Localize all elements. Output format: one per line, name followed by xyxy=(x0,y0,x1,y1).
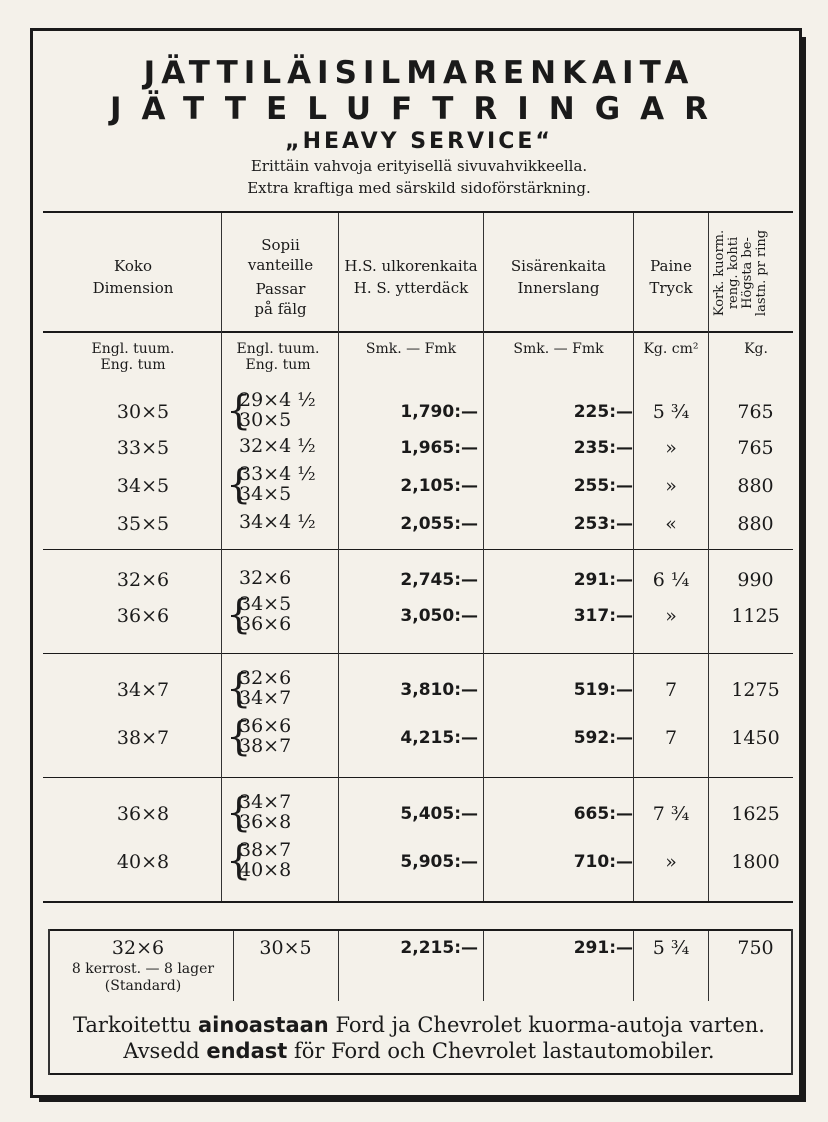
fitment-size: 29×4 ½ xyxy=(239,389,316,411)
row-pressure: 5 ¾ xyxy=(652,401,690,423)
row-dimension: 34×7 xyxy=(116,679,170,701)
row-dimension: 40×8 xyxy=(116,851,170,873)
brace-glyph: { xyxy=(226,838,252,884)
footer-sv-pre: Avsedd xyxy=(123,1039,200,1063)
special-pressure: 5 ¾ xyxy=(652,937,690,959)
row-inner-price: 592:— xyxy=(573,728,633,748)
col-divider-4 xyxy=(633,213,634,901)
special-box-top xyxy=(48,929,793,931)
row-pressure: 7 ¾ xyxy=(652,803,690,825)
col-divider-5 xyxy=(708,213,709,901)
header-fits-fi-1: Sopii xyxy=(261,236,300,254)
special-inner: 291:— xyxy=(573,938,633,958)
row-dimension: 36×6 xyxy=(116,605,170,627)
table-bottom-rule xyxy=(43,901,793,903)
row-hs-price: 5,905:— xyxy=(400,852,478,872)
row-pressure: » xyxy=(665,475,677,497)
unit-dimension xyxy=(53,341,213,373)
fitment-size: 38×7 xyxy=(239,839,292,861)
header-inner xyxy=(484,255,633,299)
row-inner-price: 519:— xyxy=(573,680,633,700)
row-hs-price: 1,790:— xyxy=(400,402,478,422)
unit-hs-price: Smk. — Fmk xyxy=(365,341,457,357)
fitment-size: 34×4 ½ xyxy=(239,511,316,533)
header-pressure-sv: Tryck xyxy=(649,279,693,297)
header-fits-sv-2: på fälg xyxy=(254,300,307,318)
row-hs-price: 4,215:— xyxy=(400,728,478,748)
title-finnish: JÄTTILÄISILMARENKAITA xyxy=(143,55,695,91)
header-koko-sv: Dimension xyxy=(92,279,174,297)
unit-inner-price: Smk. — Fmk xyxy=(513,341,604,357)
footer-swedish xyxy=(33,1039,805,1063)
footer-sv-post: för Ford och Chevrolet lastautomobiler. xyxy=(293,1039,715,1063)
special-dim: 32×6 xyxy=(111,937,165,959)
table-top-rule xyxy=(43,211,793,213)
header-inner-fi: Sisärenkaita xyxy=(510,257,607,275)
row-pressure: » xyxy=(665,437,677,459)
header-load xyxy=(713,217,769,329)
fitment-size: 30×5 xyxy=(239,409,292,431)
header-koko-fi: Koko xyxy=(114,257,152,275)
unit-fits xyxy=(223,341,333,373)
special-load: 750 xyxy=(737,937,774,959)
row-load: 1625 xyxy=(731,803,780,825)
row-pressure: « xyxy=(665,513,677,535)
group-rule-2 xyxy=(43,653,793,654)
row-inner-price: 253:— xyxy=(573,514,633,534)
row-dimension: 30×5 xyxy=(116,401,170,423)
special-standard: (Standard) xyxy=(104,978,182,994)
brace-glyph: { xyxy=(226,592,252,638)
special-col-divider-1 xyxy=(233,931,234,1001)
unit-load: Kg. xyxy=(744,341,768,357)
brace-glyph: { xyxy=(226,666,252,712)
fitment-size: 36×6 xyxy=(239,613,292,635)
group-rule-3 xyxy=(43,777,793,778)
special-layers: 8 kerrost. — 8 lager xyxy=(71,961,215,977)
row-load: 765 xyxy=(737,401,774,423)
title-heavy-service: „HEAVY SERVICE“ xyxy=(285,129,553,154)
unit-dim-2: Eng. tum xyxy=(100,357,166,373)
header-inner-sv: Innerslang xyxy=(517,279,600,297)
unit-pressure: Kg. cm² xyxy=(643,341,699,357)
row-inner-price: 291:— xyxy=(573,570,633,590)
fitment-size: 32×6 xyxy=(239,667,292,689)
special-box-bottom xyxy=(48,1073,793,1075)
footer-finnish xyxy=(33,1013,805,1037)
header-pressure-fi: Paine xyxy=(650,257,692,275)
header-fits xyxy=(223,235,338,319)
row-dimension: 32×6 xyxy=(116,569,170,591)
col-divider-1 xyxy=(221,213,222,901)
title-swedish: JÄTTELUFTRINGAR xyxy=(109,91,729,127)
row-hs-price: 2,055:— xyxy=(400,514,478,534)
footer-fi-bold: ainoastaan xyxy=(198,1013,329,1037)
row-load: 765 xyxy=(737,437,774,459)
row-load: 1275 xyxy=(731,679,780,701)
unit-dim-1: Engl. tuum. xyxy=(91,341,175,357)
header-fits-sv-1: Passar xyxy=(255,280,306,298)
brace-glyph: { xyxy=(226,462,252,508)
row-inner-price: 225:— xyxy=(573,402,633,422)
fitment-size: 33×4 ½ xyxy=(239,463,316,485)
row-inner-price: 317:— xyxy=(573,606,633,626)
fitment-size: 32×4 ½ xyxy=(239,435,316,457)
special-col-divider-4 xyxy=(633,931,634,1001)
subtitle-swedish: Extra kraftiga med särskild sidoförstärkning. xyxy=(247,179,591,197)
brace-glyph: { xyxy=(226,790,252,836)
row-load: 1800 xyxy=(731,851,780,873)
row-inner-price: 235:— xyxy=(573,438,633,458)
col-divider-3 xyxy=(483,213,484,901)
row-hs-price: 5,405:— xyxy=(400,804,478,824)
header-load-3: Högsta be- xyxy=(740,237,755,309)
header-load-4: lastn. pr ring xyxy=(754,229,769,317)
fitment-size: 34×7 xyxy=(239,687,292,709)
row-load: 1450 xyxy=(731,727,780,749)
page-frame xyxy=(30,28,802,1098)
header-koko xyxy=(53,255,213,299)
row-dimension: 35×5 xyxy=(116,513,170,535)
col-divider-2 xyxy=(338,213,339,901)
row-load: 990 xyxy=(737,569,774,591)
fitment-size: 34×5 xyxy=(239,483,292,505)
special-note xyxy=(53,961,233,995)
unit-fit-1: Engl. tuum. xyxy=(236,341,320,357)
fitment-size: 36×6 xyxy=(239,715,292,737)
row-pressure: 7 xyxy=(664,727,678,749)
header-load-1: Kork. kuorm. xyxy=(712,229,727,317)
special-hs: 2,215:— xyxy=(400,938,478,958)
row-dimension: 33×5 xyxy=(116,437,170,459)
row-hs-price: 2,745:— xyxy=(400,570,478,590)
header-fits-fi-2: vanteille xyxy=(247,256,314,274)
fitment-size: 40×8 xyxy=(239,859,292,881)
row-load: 880 xyxy=(737,513,774,535)
row-pressure: » xyxy=(665,851,677,873)
row-dimension: 38×7 xyxy=(116,727,170,749)
row-hs-price: 1,965:— xyxy=(400,438,478,458)
header-load-2: reng. kohti xyxy=(726,236,741,310)
row-inner-price: 665:— xyxy=(573,804,633,824)
row-load: 880 xyxy=(737,475,774,497)
row-pressure: 6 ¼ xyxy=(652,569,690,591)
row-pressure: 7 xyxy=(664,679,678,701)
header-bottom-rule xyxy=(43,331,793,333)
header-hs xyxy=(339,255,483,299)
header-pressure xyxy=(634,255,708,299)
row-load: 1125 xyxy=(731,605,780,627)
row-dimension: 34×5 xyxy=(116,475,170,497)
header-hs-sv: H. S. ytterdäck xyxy=(353,279,469,297)
footer-sv-bold: endast xyxy=(206,1039,288,1063)
header-hs-fi: H.S. ulkorenkaita xyxy=(344,257,478,275)
special-fit: 30×5 xyxy=(259,937,312,959)
fitment-size: 32×6 xyxy=(239,567,292,589)
row-hs-price: 3,050:— xyxy=(400,606,478,626)
footer-fi-post: Ford ja Chevrolet kuorma-autoja varten. xyxy=(335,1013,765,1037)
row-inner-price: 710:— xyxy=(573,852,633,872)
fitment-size: 36×8 xyxy=(239,811,292,833)
row-hs-price: 2,105:— xyxy=(400,476,478,496)
row-pressure: » xyxy=(665,605,677,627)
fitment-size: 38×7 xyxy=(239,735,292,757)
subtitle-finnish: Erittäin vahvoja erityisellä sivuvahvikkeella. xyxy=(250,157,588,175)
row-inner-price: 255:— xyxy=(573,476,633,496)
fitment-size: 34×7 xyxy=(239,791,292,813)
row-hs-price: 3,810:— xyxy=(400,680,478,700)
footer-fi-pre: Tarkoitettu xyxy=(73,1013,192,1037)
brace-glyph: { xyxy=(226,714,252,760)
brace-glyph: { xyxy=(226,388,252,434)
special-col-divider-2 xyxy=(338,931,339,1001)
fitment-size: 34×5 xyxy=(239,593,292,615)
unit-fit-2: Eng. tum xyxy=(245,357,311,373)
group-rule-1 xyxy=(43,549,793,550)
row-dimension: 36×8 xyxy=(116,803,170,825)
